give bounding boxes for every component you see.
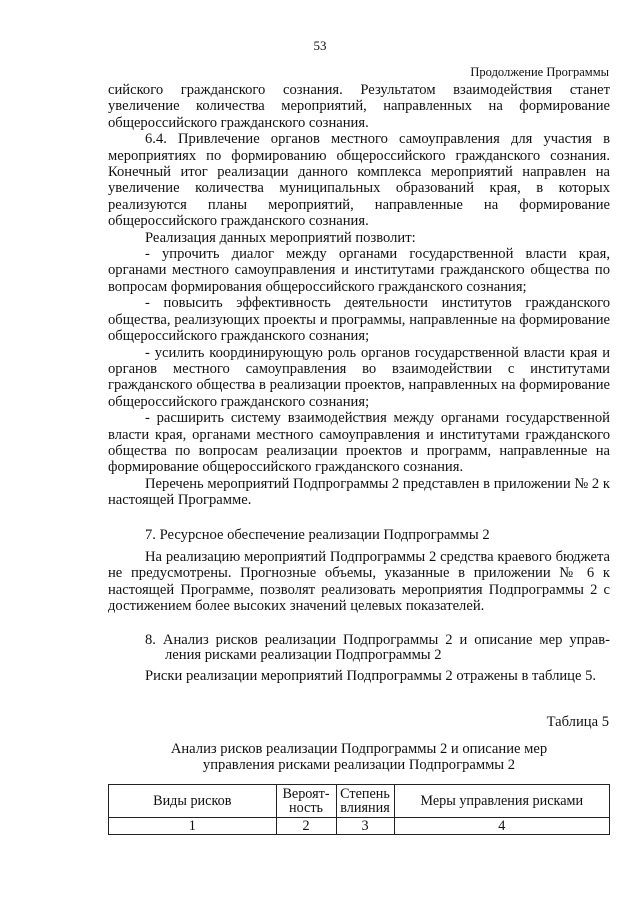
column-number: 2: [276, 818, 336, 835]
table-caption-line2: управления рисками реализации Подпрограммы 2: [202, 756, 516, 773]
paragraph: 6.4. Привлечение органов местного самоуправления для участия в мероприятиях по формированию общероссийского гражданского сознания. Конечный итог реализации данного комплекса мероприятий направлен на увеличение количества муниципальных образований края, в которых реализуются планы мероприятий, направленные на формирование общероссийского гражданского сознания.: [108, 131, 610, 230]
paragraph: Перечень мероприятий Подпрограммы 2 представлен в приложении № 2 к настоящей Программе.: [108, 475, 610, 509]
list-item: - упрочить диалог между органами государственной власти края, органами местного самоуправления и институтами гражданского общества по вопросам формирования общероссийского гражданского сознания;: [108, 246, 610, 295]
risk-table: [108, 784, 610, 835]
list-item: - усилить координирующую роль органов государственной власти края и органов местного самоуправления во взаимодействии с институтами гражданского общества в реализации проектов, направленных на формирование общероссийского гражданского сознания;: [108, 344, 610, 410]
running-header: Продолжение Программы: [470, 65, 609, 79]
section-7-text: На реализацию мероприятий Подпрограммы 2 средства краевого бюджета не предусмотрены. Прогнозные объемы, указанные в приложении № 6 к настоящей Программе, позволят реализовать мероприятия Подпрограммы 2 с достижением более высоких значений целевых показателей.: [108, 548, 610, 615]
column-number: 4: [394, 818, 610, 835]
section-8-text: Риски реализации мероприятий Подпрограммы 2 отражены в таблице 5.: [145, 667, 597, 684]
section-8-heading-line1: 8. Анализ рисков реализации Подпрограммы 2 и описание мер управ-: [145, 631, 610, 648]
list-item: - расширить систему взаимодействия между органами государственной власти края, органами местного самоуправления и институтами гражданского общества по вопросам реализации проектов и программ, направленные на формирование общероссийского гражданского сознания.: [108, 410, 610, 476]
section-8-heading-line2: ления рисками реализации Подпрограммы 2: [165, 646, 442, 663]
column-header: Вероят- ность: [276, 785, 336, 818]
table-label: Таблица 5: [546, 714, 609, 730]
table-header-row: [109, 785, 610, 818]
body-text: [108, 82, 610, 684]
table-caption: [108, 742, 610, 773]
column-number: 3: [336, 818, 394, 835]
page-number: 53: [313, 38, 327, 53]
paragraph: Реализация данных мероприятий позволит:: [145, 229, 416, 246]
section-8-heading: [108, 633, 610, 662]
column-header: Степень влияния: [336, 785, 394, 818]
table-row: [109, 818, 610, 835]
column-header: Меры управления рисками: [394, 785, 610, 818]
paragraph: сийского гражданского сознания. Результатом взаимодействия станет увеличение количества мероприятий, направленных на формирование общероссийского гражданского сознания.: [108, 82, 610, 131]
section-7-heading: 7. Ресурсное обеспечение реализации Подпрограммы 2: [145, 526, 490, 543]
list-item: - повысить эффективность деятельности институтов гражданского общества, реализующих проекты и программы, направленные на формирование общероссийского гражданского сознания;: [108, 295, 610, 345]
table-caption-line1: Анализ рисков реализации Подпрограммы 2 и описание мер: [170, 741, 548, 757]
column-header: Виды рисков: [109, 785, 277, 818]
column-number: 1: [109, 818, 277, 835]
